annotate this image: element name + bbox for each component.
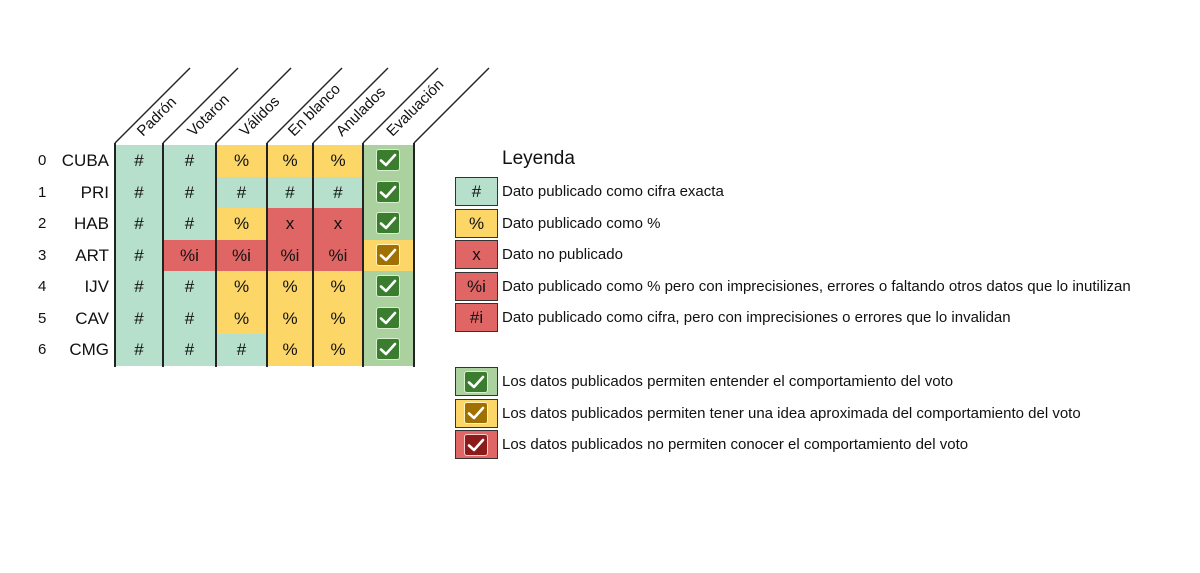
legend-evaluation-box: [455, 367, 498, 396]
table-cell: #: [267, 177, 313, 209]
table-cell: #: [163, 271, 216, 303]
table-cell: #: [115, 177, 163, 209]
table-cell: %: [313, 303, 363, 335]
table-cell: %i: [267, 240, 313, 272]
row-code: CMG: [69, 340, 109, 359]
table-cell: %: [216, 145, 267, 177]
legend-symbol: %i: [455, 272, 498, 301]
column-separator: [312, 143, 314, 367]
column-header: Evaluación: [383, 75, 448, 140]
legend-text: Dato publicado como % pero con imprecisiones, errores o faltando otros datos que lo inutilizan: [502, 277, 1131, 295]
legend-title: Leyenda: [502, 148, 575, 169]
checkmark-icon: [376, 275, 400, 297]
column-header: En blanco: [284, 80, 345, 140]
legend-symbol: #i: [455, 303, 498, 332]
table-cell: x: [313, 208, 363, 240]
row-code: CUBA: [61, 151, 109, 170]
evaluation-cell: [363, 303, 414, 335]
table-cell: #: [163, 145, 216, 177]
evaluation-cell: [363, 177, 414, 209]
checkmark-icon: [376, 244, 400, 266]
row-code: IJV: [84, 277, 109, 296]
legend-evaluation-box: [455, 430, 498, 459]
table-cell: #: [115, 271, 163, 303]
column-header: Votaron: [184, 91, 233, 140]
row-index: 3: [38, 246, 47, 264]
table-cell: x: [267, 208, 313, 240]
checkmark-icon: [464, 371, 488, 393]
legend-text: Dato publicado como cifra, pero con imprecisiones o errores que lo invalidan: [502, 309, 1011, 326]
table-cell: %i: [216, 240, 267, 272]
table-cell: %i: [313, 240, 363, 272]
column-separator: [266, 143, 268, 367]
table-cell: %: [313, 334, 363, 366]
table-cell: %: [267, 303, 313, 335]
table-cell: #: [216, 334, 267, 366]
table-cell: %: [313, 271, 363, 303]
checkmark-icon: [464, 402, 488, 424]
table-cell: #: [115, 208, 163, 240]
column-headers: [0, 0, 520, 150]
legend-evaluation-box: [455, 399, 498, 428]
column-header: Válidos: [236, 93, 284, 140]
row-index: 6: [38, 341, 47, 358]
checkmark-icon: [376, 149, 400, 171]
legend-text: Dato publicado como cifra exacta: [502, 183, 724, 200]
evaluation-cell: [363, 208, 414, 240]
checkmark-icon: [376, 181, 400, 203]
checkmark-icon: [376, 212, 400, 234]
column-header: Anulados: [332, 83, 390, 140]
table-cell: #: [163, 303, 216, 335]
table-cell: %: [313, 145, 363, 177]
column-separator: [114, 143, 116, 367]
column-separator: [362, 143, 364, 367]
table-cell: #: [163, 334, 216, 366]
checkmark-icon: [376, 338, 400, 360]
row-index: 1: [38, 183, 47, 201]
checkmark-icon: [464, 434, 488, 456]
legend-text: Dato publicado como %: [502, 214, 661, 232]
row-code: CAV: [75, 308, 109, 328]
table-cell: #: [115, 240, 163, 272]
table-cell: #: [313, 177, 363, 209]
column-header: Padrón: [133, 93, 181, 140]
row-code: HAB: [74, 214, 109, 233]
row-index: 4: [38, 278, 47, 295]
table-cell: %: [267, 334, 313, 366]
legend-text: Los datos publicados no permiten conocer el comportamiento del voto: [502, 436, 969, 453]
checkmark-icon: [376, 307, 400, 329]
evaluation-cell: [363, 240, 414, 272]
column-separator: [215, 143, 217, 367]
legend-symbol: %: [455, 209, 498, 238]
table-cell: %: [216, 208, 267, 240]
table-cell: #: [163, 177, 216, 209]
table-cell: #: [163, 208, 216, 240]
row-code: ART: [75, 245, 109, 265]
legend-symbol: x: [455, 240, 498, 269]
row-code: PRI: [80, 182, 109, 202]
table-cell: %: [216, 303, 267, 335]
legend-text: Los datos publicados permiten entender el comportamiento del voto: [502, 373, 954, 390]
legend-symbol: #: [455, 177, 498, 206]
legend-text: Los datos publicados permiten tener una idea aproximada del comportamiento del voto: [502, 404, 1081, 422]
table-cell: %: [267, 271, 313, 303]
evaluation-cell: [363, 271, 414, 303]
table-cell: #: [115, 334, 163, 366]
table-cell: %i: [163, 240, 216, 272]
table-cell: #: [115, 303, 163, 335]
row-index: 2: [38, 215, 47, 232]
table-cell: %: [216, 271, 267, 303]
column-separator: [162, 143, 164, 367]
evaluation-cell: [363, 334, 414, 366]
legend-text: Dato no publicado: [502, 246, 623, 263]
column-separator: [413, 143, 415, 367]
row-index: 5: [38, 309, 47, 327]
table-cell: #: [216, 177, 267, 209]
row-index: 0: [38, 152, 47, 169]
table-cell: %: [267, 145, 313, 177]
evaluation-cell: [363, 145, 414, 177]
table-cell: #: [115, 145, 163, 177]
